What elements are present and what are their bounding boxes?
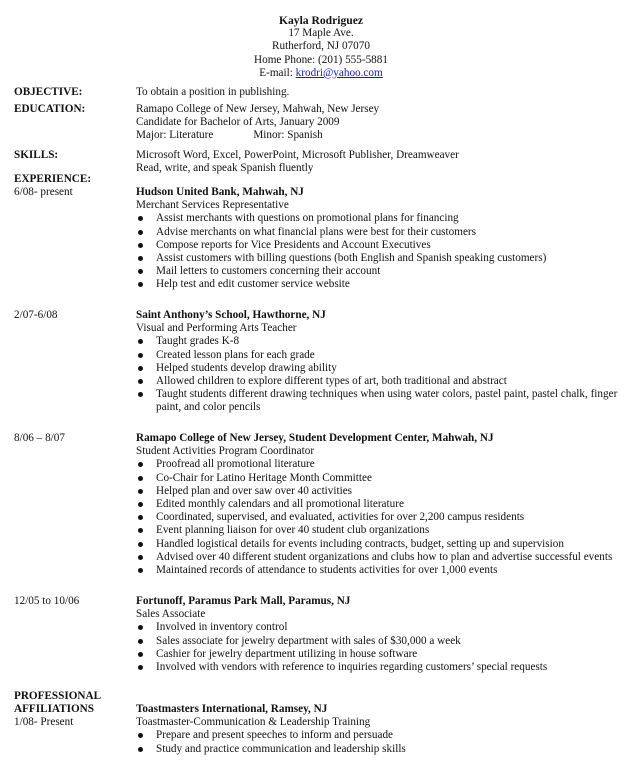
duty-item: Help test and edit customer service website — [136, 278, 626, 291]
objective-text: To obtain a position in publishing. — [136, 86, 290, 98]
job-dates: 12/05 to 10/06 — [14, 595, 80, 607]
duty-item: Assist customers with billing questions (both English and Spanish speaking customers) — [136, 252, 626, 265]
education-minor: Minor: Spanish — [253, 129, 323, 142]
duty-item: Advise merchants on what financial plans were best for their customers — [136, 226, 626, 239]
job-title: Visual and Performing Arts Teacher — [136, 322, 297, 335]
duty-item: Edited monthly calendars and all promotional literature — [136, 498, 626, 511]
job-title: Sales Associate — [136, 608, 206, 621]
duty-item: Advised over 40 different student organizations and clubs how to plan and advertise successful events — [136, 551, 626, 564]
job-dates: 2/07-6/08 — [14, 309, 58, 321]
duty-item: Mail letters to customers concerning their account — [136, 265, 626, 278]
duty-item: Involved in inventory control — [136, 621, 626, 634]
job-employer: Saint Anthony’s School, Hawthorne, NJ — [136, 309, 326, 321]
email-line — [0, 67, 642, 80]
job-duties — [136, 335, 626, 414]
duty-item: Assist merchants with questions on promotional plans for financing — [136, 212, 626, 225]
affiliation-role: Toastmaster-Communication & Leadership Training — [136, 716, 371, 729]
skills-heading: SKILLS: — [14, 149, 59, 161]
duty-item: Event planning liaison for over 40 student club organizations — [136, 524, 626, 537]
job-duties — [136, 212, 626, 291]
job-employer: Fortunoff, Paramus Park Mall, Paramus, NJ — [136, 595, 351, 607]
education-candidate: Candidate for Bachelor of Arts, January 2009 — [136, 116, 340, 129]
home-phone: Home Phone: (201) 555-5881 — [254, 53, 388, 66]
skills-line-1: Microsoft Word, Excel, PowerPoint, Microsoft Publisher, Dreamweaver — [136, 149, 459, 161]
street-address: 17 Maple Ave. — [288, 27, 354, 40]
job-title: Merchant Services Representative — [136, 199, 289, 212]
duty-item: Cashier for jewelry department utilizing in house software — [136, 648, 626, 661]
job-title: Student Activities Program Coordinator — [136, 445, 315, 458]
duty-item: Allowed children to explore different types of art, both traditional and abstract — [136, 375, 626, 388]
duty-item: Involved with vendors with reference to inquiries regarding customers’ special requests — [136, 661, 626, 674]
objective-heading: OBJECTIVE: — [14, 86, 83, 98]
affiliation-duties — [136, 729, 626, 755]
applicant-name: Kayla Rodriguez — [278, 14, 364, 27]
duty-item: Taught grades K-8 — [136, 335, 626, 348]
affiliations-heading-1: PROFESSIONAL — [14, 690, 102, 702]
duty-item: Coordinated, supervised, and evaluated, activities for over 2,200 campus residents — [136, 511, 626, 524]
duty-item: Helped students develop drawing ability — [136, 362, 626, 375]
affiliation-org: Toastmasters International, Ramsey, NJ — [136, 703, 328, 715]
education-school: Ramapo College of New Jersey, Mahwah, New Jersey — [136, 103, 380, 115]
affiliation-dates: 1/08- Present — [14, 716, 74, 729]
affiliations-heading-2: AFFILIATIONS — [14, 703, 94, 715]
job-dates: 8/06 – 8/07 — [14, 432, 65, 444]
duty-item: Taught students different drawing techniques when using water colors, pastel paint, pastel chalk, finger paint, and color pencils — [136, 388, 626, 414]
email-label: E-mail: — [259, 66, 293, 79]
duty-item: Maintained records of attendance to students activities for over 1,000 events — [136, 564, 626, 577]
duty-item: Handled logistical details for events including contracts, budget, setting up and supervision — [136, 538, 626, 551]
resume-header — [0, 14, 642, 80]
job-employer: Ramapo College of New Jersey, Student Development Center, Mahwah, NJ — [136, 432, 494, 444]
duty-item: Proofread all promotional literature — [136, 458, 626, 471]
job-dates: 6/08- present — [14, 186, 73, 198]
duty-item: Study and practice communication and leadership skills — [136, 743, 626, 756]
duty-item: Co-Chair for Latino Heritage Month Committee — [136, 472, 626, 485]
job-employer: Hudson United Bank, Mahwah, NJ — [136, 186, 304, 198]
duty-item: Compose reports for Vice Presidents and Account Executives — [136, 239, 626, 252]
skills-line-2: Read, write, and speak Spanish fluently — [136, 162, 314, 175]
job-duties — [136, 458, 626, 577]
duty-item: Helped plan and over saw over 40 activities — [136, 485, 626, 498]
education-major-minor — [136, 129, 626, 142]
duty-item: Prepare and present speeches to inform and persuade — [136, 729, 626, 742]
email-link[interactable]: krodri@yahoo.com — [295, 66, 383, 79]
job-duties — [136, 621, 626, 674]
education-heading: EDUCATION: — [14, 103, 86, 115]
duty-item: Created lesson plans for each grade — [136, 349, 626, 362]
city-state-zip: Rutherford, NJ 07070 — [272, 40, 370, 53]
experience-heading: EXPERIENCE: — [14, 173, 92, 185]
education-major: Major: Literature — [136, 129, 214, 142]
duty-item: Sales associate for jewelry department with sales of $30,000 a week — [136, 635, 626, 648]
